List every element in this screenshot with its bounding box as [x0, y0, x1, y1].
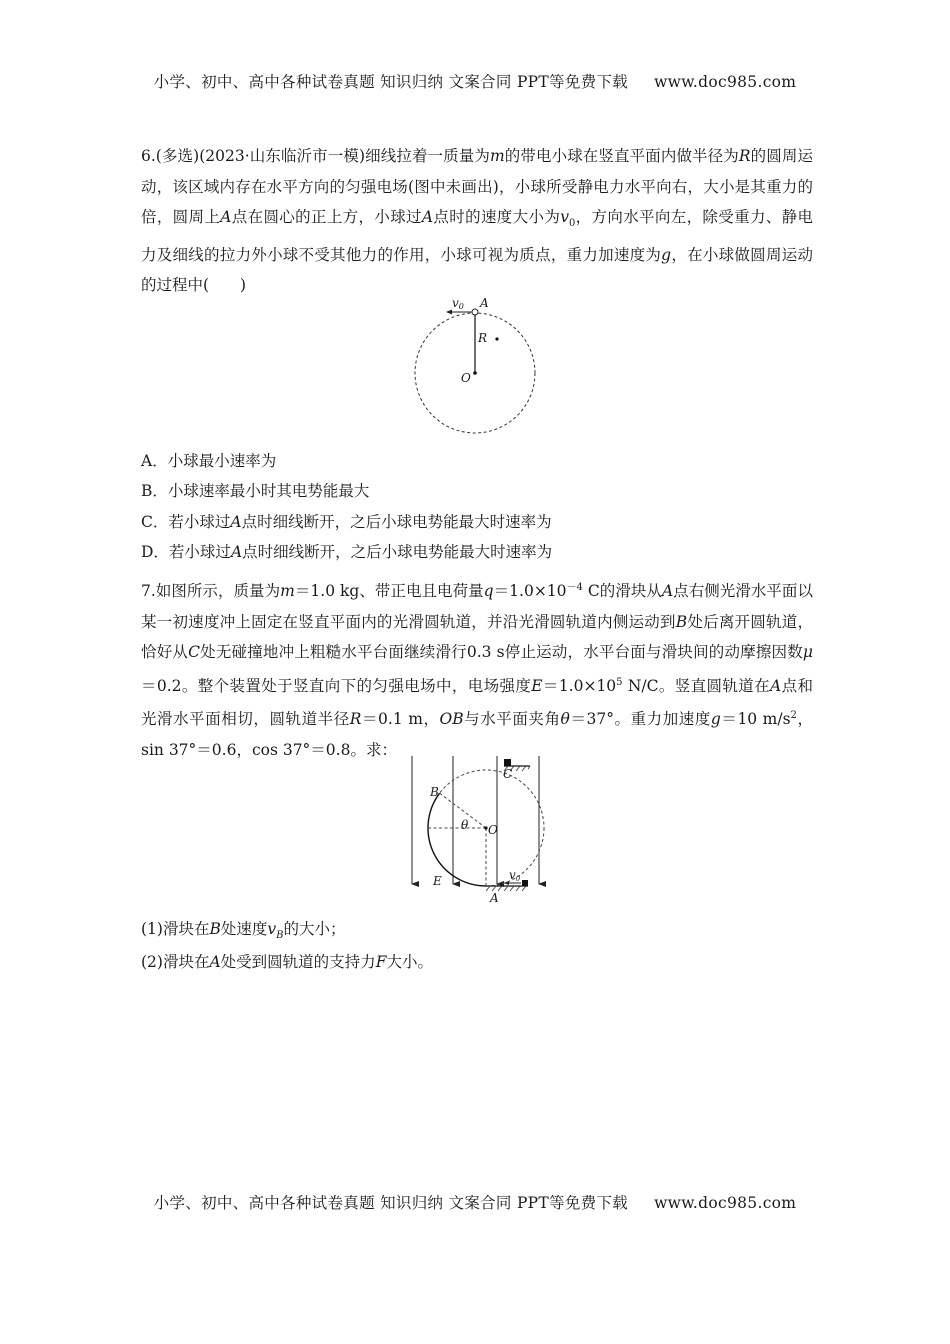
q7-text-part: 7.如图所示，质量为: [141, 582, 281, 601]
var-A: A: [209, 953, 221, 971]
var-A: A: [230, 513, 242, 531]
q7-track-diagram: [400, 752, 550, 906]
label-E: E: [433, 874, 442, 888]
option-b: [141, 476, 369, 506]
var-R: R: [349, 710, 362, 729]
page-header: [0, 70, 950, 92]
small-dot: [495, 337, 498, 340]
var-g: g: [710, 710, 721, 729]
var-A: A: [220, 208, 232, 226]
var-v0: v: [560, 208, 569, 226]
sub-question-2: [141, 947, 433, 977]
label-O: O: [461, 371, 471, 385]
option-c: [141, 507, 552, 537]
q7-text-part: ，sin 37°＝0.6，cos 37°＝0.8。求：: [141, 710, 813, 759]
var-v-subscript: B: [276, 930, 284, 942]
var-theta: θ: [560, 710, 570, 729]
q7-text-part: ＝0.1 m，: [361, 710, 440, 729]
q7-text-part: 处后离开圆轨道，恰好从: [141, 612, 813, 662]
var-m: m: [280, 582, 295, 601]
q6-text-part: 的带电小球在竖直平面内做半径为: [504, 147, 739, 165]
var-B: B: [209, 920, 221, 938]
sub1-text: 的大小；: [283, 920, 346, 938]
q6-circle-diagram: [410, 292, 550, 438]
q7-text-part: ＝1.0×10: [542, 676, 617, 695]
page-footer: [0, 1191, 950, 1213]
label-theta: θ: [461, 818, 469, 832]
question-7-stem: [141, 573, 813, 765]
sub1-text: 处速度: [220, 920, 268, 938]
label-R: R: [478, 331, 488, 345]
label-O: O: [488, 823, 498, 837]
var-m: m: [489, 147, 505, 165]
var-OB: OB: [439, 710, 464, 729]
exponent: －4: [566, 582, 583, 593]
q7-text-part: 处无碰撞地冲上粗糙水平台面继续滑行0.3 s停止运动，水平台面与滑块间的动摩擦因数: [199, 643, 803, 662]
q7-text-part: 与水平面夹角: [463, 710, 561, 729]
footer-url: www.doc985.com: [654, 1194, 797, 1212]
q6-text-part: ，在小球做圆周运动的过程中( ): [141, 245, 813, 295]
var-A: A: [770, 676, 782, 695]
var-E: E: [531, 676, 543, 695]
label-B: B: [430, 785, 439, 799]
sub1-text: (1)滑块在: [141, 920, 210, 938]
ball-at-A: [472, 309, 478, 315]
q7-text-part: ＝37°。重力加速度: [569, 710, 711, 729]
sub2-text: (2)滑块在: [141, 953, 210, 971]
block-at-C: [504, 759, 511, 766]
q7-text-part: ＝1.0 kg、带正电且电荷量: [294, 582, 484, 601]
option-c-text: 点时细线断开，之后小球电势能最大时速率为: [241, 513, 552, 531]
var-C: C: [188, 643, 200, 662]
label-A: A: [490, 891, 499, 905]
header-url: www.doc985.com: [654, 73, 797, 91]
header-slogan: 小学、初中、高中各种试卷真题 知识归纳 文案合同 PPT等免费下载: [153, 73, 629, 91]
sub2-text: 处受到圆轨道的支持力: [220, 953, 376, 971]
label-A: A: [480, 296, 489, 310]
var-v: v: [267, 920, 277, 938]
var-g: g: [661, 245, 672, 264]
var-F: F: [375, 953, 387, 971]
q7-text-part: ＝10 m/s: [720, 710, 791, 729]
q6-text-part: ，方向水平向左，除受重力、静电力及细线的拉力外小球不受其他力的作用，小球可视为质点，重力加速度为: [141, 208, 813, 264]
exponent: 5: [616, 676, 623, 688]
exponent: 2: [790, 710, 797, 722]
option-c-text: C．若小球过: [141, 513, 231, 531]
q7-text-part: 点和光滑水平面相切，圆轨道半径: [141, 676, 813, 729]
var-mu: μ: [802, 643, 813, 662]
center-dot: [473, 371, 477, 375]
var-B: B: [675, 612, 688, 631]
q6-text-part: 点在圆心的正上方，小球过: [231, 208, 422, 226]
circular-track-solid: [428, 793, 486, 886]
q7-text-part: N/C。竖直圆轨道在: [622, 676, 771, 695]
option-a: [141, 446, 276, 476]
sub2-text: 大小。: [386, 953, 433, 971]
q7-text-part: C的滑块从: [582, 582, 662, 601]
var-A: A: [421, 208, 434, 226]
var-R: R: [738, 147, 751, 165]
label-C: C: [503, 767, 513, 781]
option-d-text: 点时细线断开，之后小球电势能最大时速率为: [242, 543, 553, 561]
q7-text-part: 点右侧光滑水平面以某一初速度冲上固定在竖直平面内的光滑圆轨道，并沿光滑圆轨道内侧运动到: [141, 582, 813, 631]
option-d: [141, 537, 552, 567]
q7-text-part: ＝1.0×10: [493, 582, 567, 601]
var-q: q: [483, 582, 494, 601]
option-a-text: A．小球最小速率为: [141, 452, 277, 470]
var-A: A: [661, 582, 674, 601]
option-b-text: B．小球速率最小时其电势能最大: [141, 482, 370, 500]
q6-text-part: 的圆周运动，该区域内存在水平方向的匀强电场(图中未画出)，小球所受静电力水平向右，大小是其重力的倍，圆周上: [141, 147, 813, 226]
q7-text-part: ＝0.2。整个装置处于竖直向下的匀强电场中，电场强度: [141, 676, 532, 695]
slider-block: [522, 880, 528, 886]
var-v0-subscript: 0: [568, 218, 576, 230]
footer-slogan: 小学、初中、高中各种试卷真题 知识归纳 文案合同 PPT等免费下载: [153, 1194, 629, 1212]
q6-text-part: 6.(多选)(2023·山东临沂市一模)细线拉着一质量为: [141, 147, 490, 165]
question-6-stem: [141, 141, 813, 301]
var-A: A: [230, 543, 243, 561]
option-d-text: D．若小球过: [141, 543, 231, 561]
label-v0: v0: [509, 868, 521, 883]
sub-question-1: [141, 914, 346, 951]
label-v0: v0: [452, 296, 464, 311]
velocity-arrow-head: [446, 310, 452, 315]
q6-text-part: 点时的速度大小为: [433, 208, 561, 226]
